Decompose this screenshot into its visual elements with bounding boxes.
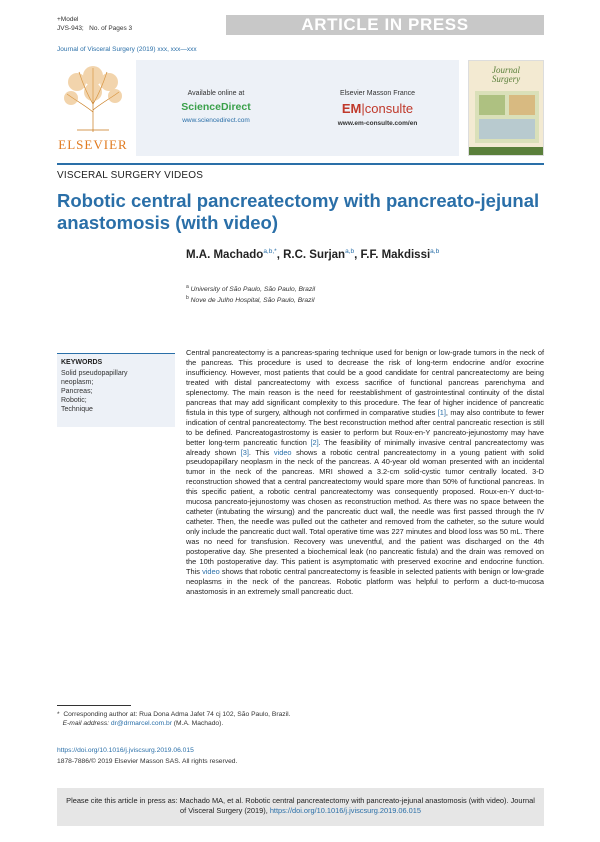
citation-box: Please cite this article in press as: Machado MA, et al. Robotic central pancreatectomy with pancreato-jejunal anastomosis (with video). Journal of Visceral Surgery (2019), https://doi.org/10.1016/j.jviscsurg.2019.06.015 <box>57 788 544 826</box>
keyword-item: Pancreas; <box>61 388 93 395</box>
reference-link[interactable]: [1] <box>437 407 446 417</box>
author-name[interactable]: F.F. Makdissi <box>360 248 431 261</box>
journal-cover[interactable] <box>468 60 544 156</box>
keyword-item: Robotic; <box>61 397 87 404</box>
affiliation: $^b$ Nove de Julho Hospital, São Paulo, Brazil <box>186 295 315 305</box>
author-name[interactable]: M.A. Machado <box>186 248 264 261</box>
elsevier-logo[interactable] <box>57 60 129 156</box>
elsevier-wordmark: ELSEVIER <box>58 137 128 152</box>
citation-doi-link[interactable]: https://doi.org/10.1016/j.jviscsurg.2019.06.015 <box>269 806 422 815</box>
cover-art-icon <box>469 61 544 156</box>
author-list: M.A. Machado$^{a,b,*}$, R.C. Surjan$^{a,b}$, F.F. Makdissi$^{a,b}$ <box>186 248 440 261</box>
article-title: Robotic central pancreatectomy with pancreato-jejunal anastomosis (with video) <box>57 190 540 233</box>
available-online-label: Available online at <box>187 90 245 97</box>
reference-link[interactable]: [2] <box>310 437 319 447</box>
masson-label: Elsevier Masson France <box>339 90 416 97</box>
sciencedirect-logo[interactable]: ScienceDirect <box>181 101 251 113</box>
author-affil-ref[interactable]: a,b,* <box>263 248 277 255</box>
footnote-divider <box>57 705 131 706</box>
keywords-box <box>57 353 175 427</box>
copyright-line: 1878-7886/© 2019 Elsevier Masson SAS. All rights reserved. <box>57 758 238 765</box>
author-name[interactable]: R.C. Surjan <box>283 248 346 261</box>
header-divider <box>57 163 544 165</box>
reference-link[interactable]: [3] <box>240 447 249 457</box>
doi-link[interactable]: https://doi.org/10.1016/j.jviscsurg.2019.06.015 <box>57 747 194 754</box>
corresponding-author-note: * Corresponding author at: Rua Dona Adma Jafet 74 cj 102, São Paulo, Brazil. E-mail address: dr@drmarcel.com.br (M.A. Machado). <box>57 711 291 727</box>
abstract-text: Central pancreatectomy is a pancreas-sparing technique used for benign or low-grade tumors in the neck of the pancreas. This procedure is used to decrease the risk of long-term endocrine and/or exocrine insufficiency. However, most patients that could be a good candidate for central pancreatectomy are being treated with distal pancreatectomy with excess sacrifice of functional pancreas parenchyma and splenectomy. The main reason is the need for reestablishment of gastrointestinal continuity of the distal pancreas that may add significant complexity to this procedure. The fear of higher incidence of pancreatic fistula in this type of surgery, although not confirmed in comparative studies [1], may also contribute to fewer indication of central pancreatectomy. The best reconstruction method after central pancreatic resection is still to be defined. Pancreatogastrostomy is easier to perform but Roux-en-Y pancreato-jejunostomy may have better long-term pancreatic function [2]. The feasibility of minimally invasive central pancreatectomy was already shown [3]. This video shows a robotic central pancreatectomy in a young patient with solid pseudopapillary neoplasm in the neck of the pancreas. A 40-year old woman presented with an incidental tumor in the neck of the pancreas. MRI showed a 3.2-cm solid-cystic tumor centrally located. 3-D reconstruction showed that a central pancreatectomy would spare more than 50% of functional pancreas. In this specific patient, a robotic central pancreatectomy was consequently proposed. Roux-en-Y duct-to-mucosa pancreato-jejunostomy was chosen as reconstruction method. As there was no space between the catheter (intubating the wirsung) and the pancreatic duct wall, the needle was first passed through the IV catheter. Then, the needle was pulled out the catheter and removed from the catheter, so the suture would only include the pancreatic duct wall. Total operative time was 227 minutes and blood loss was 50 mL. There was no need for transfusion. Recovery was uneventful, and the patient was discharged on the 4th postoperative day. She presented a biochemical leak (no pancreatic fistula) and the drain was removed on the 10th postoperative day. This patient is asymptomatic with preserved exocrine and endocrine function. This video shows that robotic central pancreatectomy is feasible in selected patients with benign or low-grade neoplasms in the neck of the pancreas. Robotic platform was helpful to perform a duct-to-mucosa anastomosis in an extremely small pancreatic duct. <box>186 348 545 596</box>
video-link[interactable]: video <box>273 447 292 457</box>
em-consulte-logo[interactable]: EM|consulte <box>341 101 414 116</box>
keywords-heading: KEYWORDS <box>61 359 103 366</box>
article-in-press-banner: ARTICLE IN PRESS <box>226 15 544 35</box>
affiliation: $^a$ University of São Paulo, São Paulo, Brazil <box>186 284 316 294</box>
article-id: JVS-943; No. of Pages 3 <box>57 24 133 32</box>
journal-line[interactable]: Journal of Visceral Surgery (2019) xxx, xxx—xxx <box>57 46 197 53</box>
keyword-item: Technique <box>61 406 93 413</box>
sciencedirect-link[interactable]: www.sciencedirect.com <box>182 117 250 124</box>
video-link[interactable]: video <box>202 566 220 576</box>
header-meta <box>57 16 132 33</box>
keyword-item: neoplasm; <box>61 379 94 386</box>
em-consulte-block <box>296 90 459 127</box>
sciencedirect-block <box>136 90 296 124</box>
keyword-item: Solid pseudopapillary <box>61 370 128 377</box>
email-link[interactable]: dr@drmarcel.com.br <box>110 720 172 727</box>
em-consulte-link[interactable]: www.em-consulte.com/en <box>337 120 418 127</box>
author-affil-ref[interactable]: a,b <box>430 248 440 255</box>
section-label: VISCERAL SURGERY VIDEOS <box>57 170 204 181</box>
model-label: +Model <box>57 16 79 23</box>
author-affil-ref[interactable]: a,b <box>345 248 355 255</box>
cover-title: Journal Surgery <box>491 65 521 84</box>
publisher-banner <box>57 60 544 156</box>
elsevier-tree-icon <box>57 60 129 136</box>
